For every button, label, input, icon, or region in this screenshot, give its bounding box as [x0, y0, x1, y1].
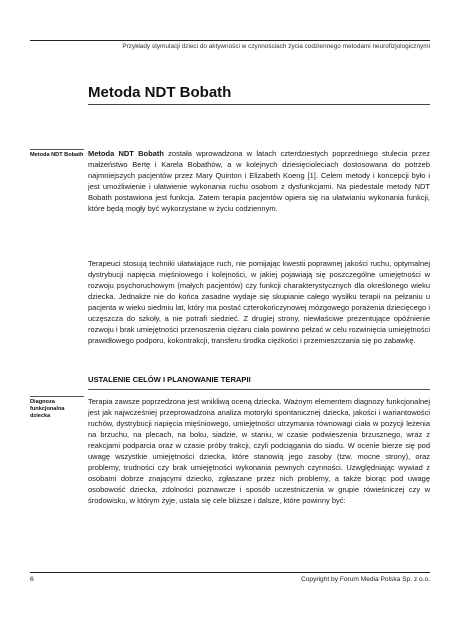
- sidebar-label-method: Metoda NDT Bobath: [30, 152, 84, 158]
- copyright-notice: Copyright by Forum Media Polska Sp. z o.o.: [301, 576, 430, 583]
- footer-rule: [30, 572, 430, 573]
- sidebar-rule-1: [30, 149, 84, 150]
- header-rule: [30, 40, 430, 41]
- title-rule: [88, 104, 430, 105]
- paragraph-intro-text: została wprowadzona w latach czterdziestych poprzedniego stulecia przez małżeństwo Bertę i Karela Bobathów, a w kolejnych dziesięcioleciach dostosowana do potrzeb najmniejszych pacjentów przez Mary Quinton i Elizabeth Koeng [1]. Celem metody i koncepcji było i jest umożliwienie i ułatwienie wykonania ruchu osobom z dysfunkcjami. Na piedestale metody NDT Bobath postawiona jest funkcja. Zatem terapia pacjentów opiera się na ułatwianiu wykonania funkcji, które będą mogły być wykorzystane w życiu codziennym.: [88, 149, 430, 213]
- paragraph-intro: [88, 148, 430, 214]
- section-heading: USTALENIE CELÓW I PLANOWANIE TERAPII: [88, 375, 251, 384]
- paragraph-intro-lead: Metoda NDT Bobath: [88, 149, 164, 158]
- running-header: Przykłady stymulacji dzieci do aktywności w czynnościach życia codziennego metodami neurofizjologicznymi: [122, 43, 430, 50]
- page-number: 6: [30, 576, 34, 583]
- paragraph-diagnosis: Terapia zawsze poprzedzona jest wnikliwą oceną dziecka. Ważnym elementem diagnozy funkcjonalnej jest jak najwcześniej przeprowadzona analiza motoryki spontanicznej dziecka, jakości i wariantowości ruchów, dystrybucji napięcia mięśniowego, umiejętności utrzymania równowagi ciała w pozycji leżenia na brzuchu, na plecach, na boku, siadzie, w staniu, w czasie podwieszenia brzusznego, wraz z reakcjami podparcia oraz w czasie próby trakcji, czyli podciągania do siadu. W ocenie bierze się pod uwagę wszystkie umiejętności dziecka, które stanowią jego zasoby (tzw. mocne strony), oraz problemy, trudności czy brak umiejętności wykonania pewnych czynności. Uzwględniając wywiad z osobami dobrze znającymi dziecko, zgłaszane przez nich problemy, a także biorąc pod uwagę osobowość dziecka, zdolności poznawcze i sposób uczestniczenia w grupie rówieśniczej czy w środowisku, w którym żyje, ustala się cele bliższe i dalsze, które powinny być:: [88, 397, 430, 505]
- paragraph-techniques: Terapeuci stosują techniki ułatwiające ruch, nie pomijając kwestii poprawnej jakości ruchu, optymalnej dystrybucji napięcia mięśniowego i kolejności, w jakiej pojawiają się poszczególne umiejętności w rozwoju psychoruchowym (małych pacjentów) czy funkcji charakterystycznych dla określonego wieku dziecka. Jednakże nie do końca zasadne wydaje się skupianie całego wysiłku terapii na pełzaniu u pacjenta w wieku siedmiu lat, który ma postać czterokończynowej mózgowego porażenia dziecięcego i uczęszcza do szkoły, a nie potrafi siedzieć. Z drugiej strony, niewłaściwe prezentujące opóźnienie rozwoju i brak umiejętności przenoszenia ciężaru ciała powinno pełzać w celu rozwinięcia umiejętności prawidłowego podporu, kokontrakcji, transferu środka ciężkości i przemieszczania się po zabawkę.: [88, 259, 430, 345]
- sidebar-label-diagnosis: Diagnoza funkcjonalna dziecka: [30, 399, 65, 419]
- sidebar-rule-2: [30, 396, 84, 397]
- section-rule: [88, 389, 430, 390]
- chapter-title: Metoda NDT Bobath: [88, 84, 232, 101]
